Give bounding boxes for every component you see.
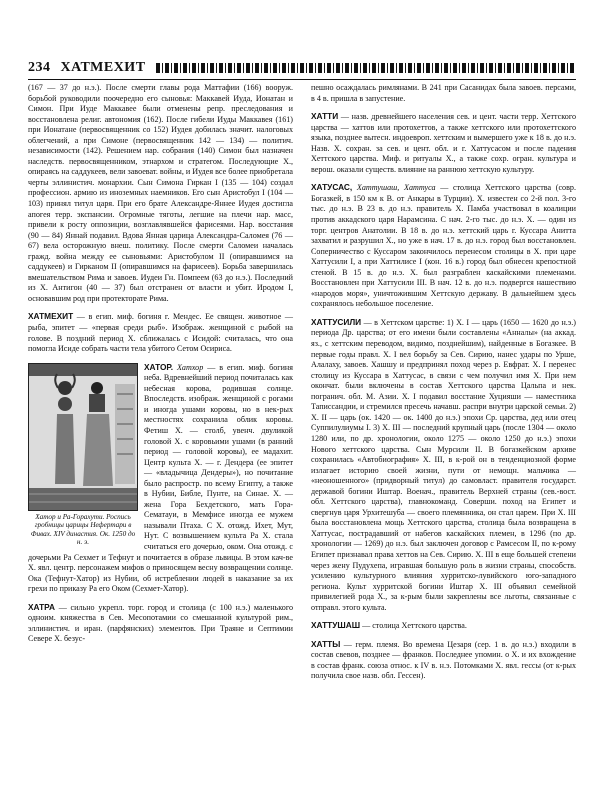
hathor-fresco-drawing xyxy=(29,364,138,511)
entry-headword: ХАТРА xyxy=(28,601,55,612)
entry-text: — в егип. миф. богиня неба. Вдревнейший период почиталась как небесная корова, родившая солнце. Впоследств. изображ. женщиной с рогами и иногда ушами коровы, но в нек-рых местностях сохранила облик коровы. Фетиш Х. — столб, увенч. двуликой головой Х. с коровьими ушами (в ранний период — головой коровы), ее мадахит. Центр культа Х. — г. Дендера (ее эпитет — «владычица Дендеры»), но почитание было распростр. по всему Египту, а также в Нубии, Библе, Пунте, на Синае. Х. — жена Гора Бехдетского, мать Гора-Сематауи, в Мемфисе иногда ее мужем называли Птаха. С Х. отожд. Ихет, Мут, Нут. С возвышением культа Ра Х. стала считаться его дочерью, оком. Она отожд. с дочерьми Ра Сехмет и Тефнут и почитается в образе львицы. В этом кач-ве Х. явл. центр. персонажем мифов о приносящем весну возвращении солнце. Ока (Тефнут-Хатор) из Нубии, об истреблении людей в наказание за их грехи по приказу Ра его Оком (Сехмет-Хатор). xyxy=(28,362,293,594)
entry-text: — герм. племя. Во времена Цезаря (сер. 1 в. до н.э.) входили в состав свевов, позднее — франков. Последнее упомин. о Х. и их вхождение в состав франк. союза относ. к IV в. н.э. Потомками Х. явл. гессы (от к-рых получила свое назв. обл. Гессен). xyxy=(311,639,576,681)
entry-khattusili xyxy=(311,317,576,613)
header-rule xyxy=(28,79,576,80)
running-head-word: ХАТМЕХИТ xyxy=(60,60,146,75)
left-column xyxy=(28,83,293,645)
entry-khatusas xyxy=(311,182,576,310)
entry-variant: Хаттушаш, Хаттуса xyxy=(352,183,436,193)
entry-khatmekhit xyxy=(28,311,293,354)
entry-khatty xyxy=(311,639,576,682)
entry-headword: ХАТТИ xyxy=(311,111,339,122)
entry-khatti xyxy=(311,111,576,175)
entry-text: — столица Хеттского царства (совр. Богазкей, в 150 км к В. от Анкары в Турции). Х. известен со 2-й пол. 3-го тыс. до н.э. В 23 в. до н.э. правитель Х. Памба участвовал в коалиции против аккадского царя Нарамсина. С нач. 2-го тыс. до н.э. Х. — один из торг. центров Анатолии. В 18 в. до н.э. хеттский царь г. Куссара Анитта захватил и разрушил Х., но уже в нач. 17 в. до н.э. город был восстановлен. Соперничество с Куссаром закончилось перенесом столицы в Х. при царе Хаттусили I, а при Хаттилисе I (кон. 16 в.) город был обнесен крепостной стеной. В 15 в. до н.э. Х. был разграблен каскайскими племенами. Восстановлен при Хаттусили III. В нач. 12 в. до н.э. подвергся нашествию «народов моря», уничтожившим Хеттскую державу. В дальнейшем здесь сохранялось небольшое поселение. xyxy=(311,183,576,309)
entry-headword: ХАТМЕХИТ xyxy=(28,311,74,322)
khasmonei-continuation: (167 — 37 до н.э.). После смерти главы рода Маттафии (166) вооруж. борьбой руководили поочередно его сыновья: Маккавей Иуда, Ионатан и Симон. При Иуде Маккавее были отменены репр. преследования и восстановлена религ. автономия (162). После гибели Иуды Маккавея (161) при Ионатане (первосвященник со 152) Иудея добилась значит. налоговых облегчений, а при Симоне (первосвященник 142 — 134) — политич. независимости (142). Решением нар. собрания (140) Симон был назначен наследств. первосвященником, этнархом и стратегом. Последующие Х., опираясь на саддукеев, вели завоеват. войны, и Иудея все более приобретала черты эллинистич. монархии. Сын Симона Гиркан I (135 — 104) создал профессион. армию из иноземных наемников. Его сын Аристобул I (104 — 103) принял титул царя. При его брате Александре-Яннее Иудея достигла апогея терр. экспансии. Огромные тяготы, легшие на плечи нар. масс, привели к росту оппозиции, возглавлявшейся фарисеями. Нар. восстания (90 — 84) Яннай подавил. Вдова Янная царица Александра-Саломея (76 — 67) вела осторожную внеш. политику. После смерти Саломеи началась гражд. война между ее сыновьями: Аристобулом II (опиравшимся на саддукеев) и Гирканом II (опиравшимся на фарисеев). Борьба завершилась вмешательством Рима и завоев. Иудеи Гн. Помпеем (63 до н.э.). Последний из Х. Антигон (40 — 37) был отстранен от власти и убит. Иродом I, основавшим род при протекторате Рима. xyxy=(28,83,293,303)
entry-headword: ХАТТУСИЛИ xyxy=(311,316,362,327)
figure-caption: Хатор и Ра-Горахути. Роспись гробницы царицы Нефертари в Фивах. XIV династия. Ок. 1250 до н. э. xyxy=(30,512,136,547)
entry-khatra xyxy=(28,602,293,645)
hathor-fresco-image xyxy=(28,363,138,511)
entry-text: — столица Хеттского царства. xyxy=(360,621,467,631)
khatra-continuation: пешно осаждалась римлянами. В 241 при Сасанидах была завоев. персами, в 4 в. пришла в запустение. xyxy=(311,83,576,103)
entry-headword: ХАТОР. xyxy=(144,361,174,372)
entry-variant: Хатхор xyxy=(173,362,204,372)
page-number: 234 xyxy=(28,60,51,75)
entry-text: — в егип. миф. богиня г. Мендес. Ее священ. животное — рыба, эпитет — «первая среди рыб». Изображ. женщиной с рыбой на голове. В поздний период Х. сближалась с Исидой: считалась, что она помогла Исиде собрать части тела убитого Сетом Осириса. xyxy=(28,312,293,354)
entry-text: — назв. древнейшего населения сев. и цент. части терр. Хеттского царства — хаттов или протохеттов, а также хеттского или протохеттского языка, позднее вытесн. индоевроп. хеттским и вымершего уже к 18 в. до н.э. Назв. Х. сохран. за сев. и цент. обл. и г. Хаттусасом и после падения Хеттского царства. Миф. и ритуалы Х., а также сохр. огран. культура и верош. оказали существ. влияние на раннюю хеттскую культуру. xyxy=(311,112,576,174)
entry-headword: ХАТУСАС, xyxy=(311,182,353,193)
right-column xyxy=(311,83,576,682)
entry-headword: ХАТТУШАШ xyxy=(311,620,361,631)
header-ornament xyxy=(156,63,576,73)
entry-text: — сильно укрепл. торг. город и столица (с 100 н.э.) маленького одноим. княжества в Сев. Месопотамии со смешанной культурой рим., эллинистич. и иран. (парфянских) элементов. При Траяне и Септимии Севере Х. безус- xyxy=(28,602,293,644)
running-header xyxy=(28,60,576,76)
entry-khattushash xyxy=(311,620,576,632)
entry-headword: ХАТТЫ xyxy=(311,638,341,649)
entry-khator xyxy=(28,362,293,595)
entry-text: — в Хеттском царстве: 1) Х. I — царь (1650 — 1620 до н.э.) периода Др. царства; от его имени были составлены «Анналы» (на аккад. яз., с хеттским переводом, видимо, позднейшим), найденные в Богазкее. В первые годы правл. Х. I вел борьбу за Сев. Сирию, нанес удары по Урше, Алалаху, завоев. Хашшу и предпринял поход через р. Евфрат. Х. I перенес столицу из Куссара в Хаттусас, в связи с чем получил имя Х. При нем окончат. были включены в состав Хеттского царства Цальпа и нек. погранич. обл. М. Азии. Х. I подавил восстание Хуцияши — наместника Таписсандии, и стремился пресечь начавш. распри внутри царской семьи. 2) Х. II — царь (ок. 1420 — ок. 1400 до н.э.) эпохи Ср. царства, дед или отец Суппилулиумы I. 3) Х. III — последний крупный царь (после 1304 — около 1280 или, по др. хронологии, около 1275 — около 1250 до н.э.) эпохи Нового хеттского царства. Сын Мурсили II. В богазкейском архиве сохранилась «Автобиография» Х. III, в к-рой он в тенденциозной форме излагает историю своей жизни, пути от немощн. мальчика — «неоношенного» (придворный титул) до самовласт. правителя государст. державой богини Иштар. Военач., правитель Верхней страны (сев.-вост. обл. Хеттского царства), главнокоманд. Соверши. поход на Египет и свергнув царя Урхитешуба — своего племянника, он стал царем. При Х. III была восстановлена мощь Хеттского царства, столица была возвращена в Хаттусас, пострадавший от набегов каскайских племен, в 1296 (по др. хронологии — 1269) до н.э. был заключен договор с Рамсесом II, по к-рому Египет признавал права хеттов на Сев. Сирию. Х. III в еще большей степени через жену Пудухепа, игравшая большую роль в жизни страны, способств. усилению культурного влияния хурритско-лувийского юго-западного региона. Культ хурритской богини Иштар Х. III объявил семейной привилегией рода Х., за к-рым были закреплены все льготы, связанные с отправл. этого культа. xyxy=(311,317,576,612)
figure-hathor xyxy=(28,363,138,547)
